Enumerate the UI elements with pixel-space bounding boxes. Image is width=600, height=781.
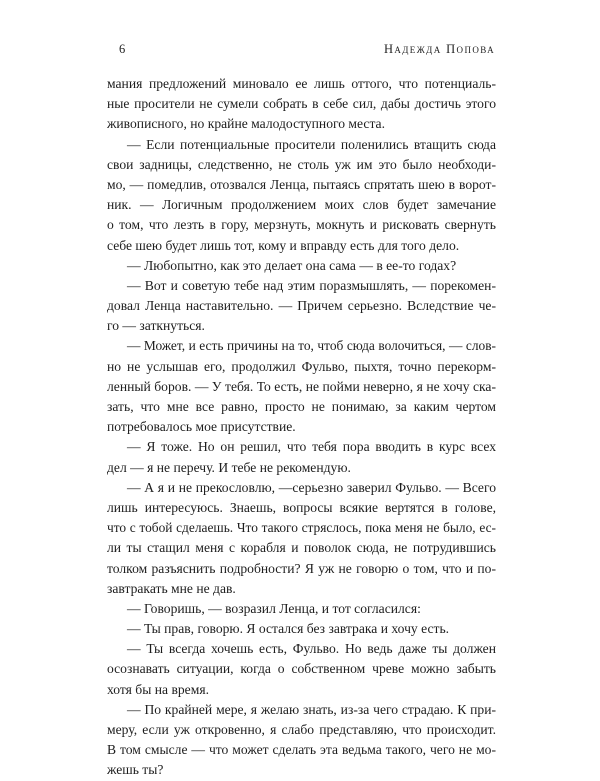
text-line: мания предложений миновало ее лишь оттого, что потенциаль- xyxy=(107,76,496,91)
text-line: мо, — помедлив, отозвался Ленца, пытаясь спрятать шею в ворот- xyxy=(107,176,496,192)
text-line: — Говоришь, — возразил Ленца, и тот согласился: xyxy=(127,600,421,616)
text-line: — Любопытно, как это делает она сама — в ее-то годах? xyxy=(127,257,457,273)
text-line: хотя бы на время. xyxy=(107,681,209,697)
text-line: — Может, и есть причины на то, чтоб сюда волочиться, — слов- xyxy=(127,338,496,354)
text-line: завтракать мне не дав. xyxy=(107,580,236,596)
text-line: довал Ленца наставительно. — Причем серьезно. Вследствие че- xyxy=(107,298,496,314)
text-line: зать, что мне все равно, просто не понимаю, за каким чертом xyxy=(107,399,496,414)
text-line: — А я и не прекословлю, —серьезно заверил Фульво. — Всего xyxy=(127,479,496,495)
text-line: ные просители не сумели собрать в себе сил, дабы достичь этого xyxy=(107,96,496,112)
text-line: меру, если уж откровенно, я слабо представляю, что происходит. xyxy=(107,722,496,737)
text-line: — Ты всегда хочешь есть, Фульво. Но ведь даже ты должен xyxy=(127,641,496,657)
text-line: толком разъяснить подробности? Я уж не говорю о том, что и по- xyxy=(107,560,496,576)
page-number: 6 xyxy=(119,42,126,56)
text-line: ник. — Логичным продолжением моих слов будет замечание xyxy=(107,197,496,213)
text-line: лишь интересуюсь. Знаешь, вопросы всякие вертятся в голове, xyxy=(107,499,496,515)
text-line: В том смысле — что может сделать эта ведьма такого, чего не мо- xyxy=(107,742,496,758)
body-text xyxy=(107,74,496,781)
text-line: дел — я не перечу. И тебе не рекомендую. xyxy=(107,459,351,475)
text-line: что с тобой сделаешь. Что такого стряслось, пока меня не было, ес- xyxy=(107,520,496,536)
text-line: потребовалось мое присутствие. xyxy=(107,419,296,435)
text-line: свои задницы, следственно, не столь уж им это было необходи- xyxy=(107,156,496,172)
text-line: — Вот и советую тебе над этим поразмышлять, — порекомен- xyxy=(127,277,496,293)
text-line: — По крайней мере, я желаю знать, из-за чего страдаю. К при- xyxy=(127,701,496,717)
text-line: — Ты прав, говорю. Я остался без завтрака и хочу есть. xyxy=(127,621,450,637)
text-line: себе шею будет лишь тот, кому и вправду есть для того дело. xyxy=(107,237,460,253)
text-line: живописного, но крайне малодоступного места. xyxy=(107,116,385,132)
running-head-author: Надежда Попова xyxy=(383,42,495,56)
text-line: ленный боров. — У тебя. То есть, не пойми неверно, я не хочу ска- xyxy=(107,378,496,394)
text-line: жешь ты? xyxy=(107,762,164,778)
text-line: ли ты стащил меня с корабля и поволок сюда, не потрудившись xyxy=(107,540,496,556)
text-line: го — заткнуться. xyxy=(107,318,205,334)
text-line: — Я тоже. Но он решил, что тебя пора вводить в курс всех xyxy=(127,439,496,455)
text-line: осознавать ситуации, когда о собственном чреве можно забыть xyxy=(107,661,496,677)
page-header xyxy=(119,42,495,60)
text-line: но не услышав его, продолжил Фульво, пыхтя, точно перекорм- xyxy=(107,358,496,374)
text-line: о том, что лезть в гору, мерзнуть, мокнуть и рисковать свернуть xyxy=(107,217,496,233)
text-line: — Если потенциальные просители поленились втащить сюда xyxy=(127,136,496,152)
